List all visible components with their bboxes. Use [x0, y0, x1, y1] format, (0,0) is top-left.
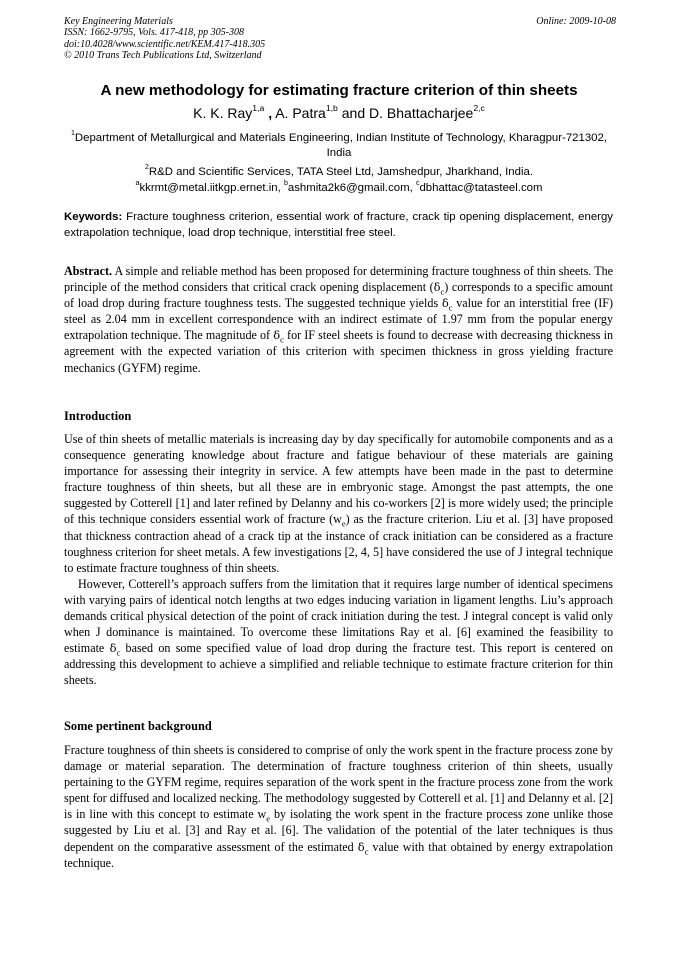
paragraph — [64, 742, 613, 871]
affiliation-text: Department of Metallurgical and Materials Engineering, Indian Institute of Technology, Kharagpur-721302, India — [74, 132, 607, 159]
introduction-body — [64, 431, 613, 689]
affiliation-2 — [62, 165, 616, 180]
copyright-line: © 2010 Trans Tech Publications Ltd, Switzerland — [64, 49, 262, 61]
delta-subscript: c — [448, 302, 453, 313]
background-body — [64, 742, 613, 871]
delta-subscript: c — [364, 845, 369, 856]
author-name: A. Patra — [275, 105, 326, 121]
abstract-block — [64, 263, 613, 376]
email-sup: c — [415, 180, 420, 188]
author-name: D. Bhattacharjee — [369, 105, 474, 121]
paragraph — [64, 576, 613, 689]
affiliation-text: R&D and Scientific Services, TATA Steel Ltd, Jamshedpur, Jharkhand, India. — [148, 166, 534, 178]
abstract-text: value for an interstitial free (IF) steel as 2.04 mm in excellent correspondence with an indirect estimate of 1.97 mm from the popular energy extrapolation technique. The magnitude of — [64, 296, 613, 343]
delta-subscript: c — [116, 647, 121, 658]
email-link[interactable]: kkrmt@metal.iitkgp.ernet.in, — [139, 182, 281, 194]
email-sup: b — [283, 180, 288, 188]
abstract-text: for IF steel sheets is found to decrease with decreasing thickness in agreement with the expected variation of this criterion with specimen thickness in gross yielding fracture mechanics (GYFM) regime. — [64, 328, 613, 375]
journal-header — [64, 16, 616, 61]
email-list — [40, 181, 638, 196]
email-link[interactable]: dbhattac@tatasteel.com — [419, 182, 543, 194]
delta-symbol: δ — [357, 839, 365, 854]
paragraph-text: value with that obtained by energy extrapolation technique. — [64, 839, 613, 870]
delta-symbol: δ — [433, 280, 441, 295]
paragraph-text: Use of thin sheets of metallic materials is increasing day by day specifically for automobile components and as a consequence generating knowledge about fracture and fatigue behaviour of these materials are gaining importance for assessing their integrity in service. A few attempts have been made in the past to determine fracture toughness of thin sheets, but all these are in embryonic stage. Amongst the past attempts, the one suggested by Cotterell [1] and later refined by Delanny and his co-workers [2] is more widely used; the principle of this technique considers essential work of fracture (w — [64, 432, 613, 527]
keywords-text: Fracture toughness criterion, essential work of fracture, crack tip opening displacement, energy extrapolation technique, load drop technique, interstitial free steel. — [64, 211, 614, 239]
online-date: Online: 2009-10-08 — [536, 16, 616, 27]
email-link[interactable]: ashmita2k6@gmail.com, — [287, 182, 413, 194]
author-separator: , — [268, 105, 273, 121]
abstract-text: ) corresponds to a specific amount of load drop during fracture toughness tests. The suggested technique yields — [64, 280, 613, 311]
journal-name: Key Engineering Materials — [64, 16, 173, 27]
author-name: K. K. Ray — [193, 105, 253, 121]
paragraph — [64, 431, 613, 576]
affiliation-1 — [62, 131, 616, 161]
affiliation-sup: 1 — [70, 130, 75, 138]
delta-symbol: δ — [273, 328, 281, 343]
delta-symbol: δ — [109, 641, 117, 656]
author-separator: and — [341, 105, 366, 121]
doi-line: doi:10.4028/www.scientific.net/KEM.417-418.305 — [64, 38, 266, 50]
author-list — [40, 104, 638, 122]
paragraph-text: based on some specified value of load drop during the fracture test. This report is centered on addressing this development to achieve a simplified and reliable technique to estimate fracture criterion for thin sheets. — [64, 641, 613, 688]
author-affil-sup: 1,b — [325, 103, 338, 114]
paragraph-text: Fracture toughness of thin sheets is considered to comprise of only the work spent in the fracture process zone by damage or material separation. The determination of fracture toughness criterion of thin sheets, usually pertaining to the GYFM regime, requires separation of the work spent in the fracture process zone from the work spent for diffused and localized necking. The methodology suggested by Cotterell et al. [1] and Delanny et al. [2] is in line with this concept to estimate w — [64, 743, 613, 822]
delta-subscript: c — [280, 334, 284, 345]
keywords-block — [64, 210, 613, 241]
email-sup: a — [135, 180, 140, 188]
affiliation-sup: 2 — [144, 164, 149, 172]
delta-symbol: δ — [441, 296, 449, 311]
keywords-label: Keywords: — [64, 211, 123, 223]
paragraph-text: However, Cotterell’s approach suffers from the limitation that it requires large number of identical specimens with varying pairs of identical notch lengths at two edges inducing variation in ligament lengths. Liu’s approach demands critical physical detection of the point of crack initiation during the test. J integral concept is valid only when J dominance is maintained. To overcome these limitations Ray et al. [6] examined the feasibility to estimate — [64, 576, 613, 656]
issn-line: ISSN: 1662-9795, Vols. 417-418, pp 305-308 — [64, 27, 244, 39]
w-subscript: e — [341, 518, 346, 529]
author-affil-sup: 1,a — [252, 103, 265, 114]
w-subscript: e — [266, 813, 271, 824]
paragraph-text: ) as the fracture criterion. Liu et al. [3] have proposed that thickness contraction ahead of a crack tip at the instance of crack initiation can be considered as a fracture toughness criterion for sheet metals. A few investigations [2, 4, 5] have considered the use of J integral technique to estimate fracture toughness of thin sheets. — [64, 512, 613, 575]
abstract-text: A simple and reliable method has been proposed for determining fracture toughness of thin sheets. The principle of the method considers that critical crack opening displacement ( — [64, 264, 613, 295]
section-heading-introduction: Introduction — [64, 409, 132, 423]
abstract-label: Abstract. — [64, 264, 113, 278]
paragraph-text: by isolating the work spent in the fracture process zone unlike those suggested by Liu et al. [3] and Ray et al. [6]. The validation of the potential of the later techniques is thus dependent on the comparative assessment of the estimated — [64, 807, 613, 854]
delta-subscript: c — [440, 286, 445, 297]
author-affil-sup: 2,c — [473, 103, 485, 114]
section-heading-background: Some pertinent background — [64, 719, 212, 733]
paper-title: A new methodology for estimating fracture criterion of thin sheets — [100, 82, 578, 99]
